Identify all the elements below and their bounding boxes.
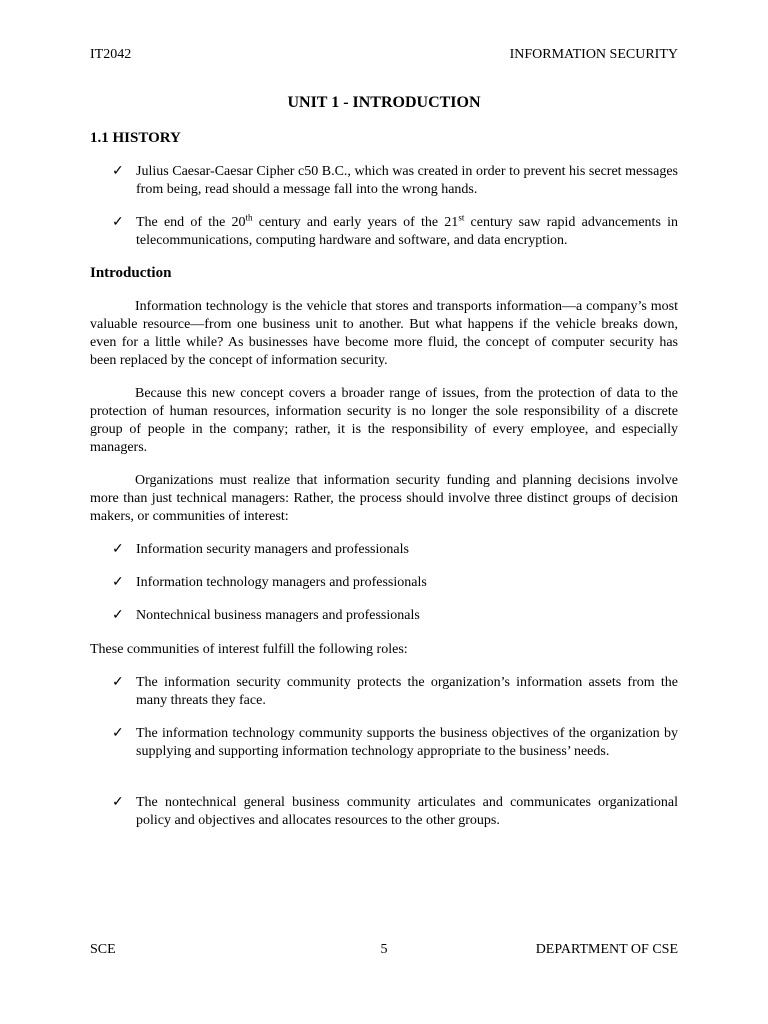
role-item-text: The information security community protects the organization’s information assets from the many threats they face. [136, 675, 678, 708]
history-bullet-text: The end of the 20th century and early years of the 21st century saw rapid advancements in telecommunications, computing hardware and software, and data encryption. [136, 212, 678, 248]
role-item-text: The nontechnical general business community articulates and communicates organizational policy and objectives and allocates resources to the other groups. [136, 795, 678, 828]
paragraph-1: Information technology is the vehicle that stores and transports information—a company’s most valuable resource—from one business unit to another. But what happens if the vehicle breaks down, even for a little while? As businesses have become more fluid, the concept of computer security has been replaced by the concept of information security. [90, 299, 678, 368]
history-bullet-2 [112, 214, 678, 250]
checkmark-icon: ✓ [112, 675, 124, 690]
introduction-heading: Introduction [90, 265, 172, 281]
checkmark-icon: ✓ [112, 542, 124, 557]
community-item-1 [112, 541, 678, 559]
checkmark-icon: ✓ [112, 575, 124, 590]
role-item-1 [112, 674, 678, 710]
community-item-text: Information technology managers and professionals [136, 575, 427, 590]
community-item-2 [112, 574, 678, 592]
footer-institution: SCE [90, 942, 116, 957]
role-item-3 [112, 794, 678, 830]
history-bullet-1 [112, 163, 678, 199]
community-item-text: Information security managers and professionals [136, 542, 409, 557]
roles-intro: These communities of interest fulfill the following roles: [90, 642, 408, 657]
community-item-text: Nontechnical business managers and professionals [136, 608, 420, 623]
section-heading: 1.1 HISTORY [90, 130, 181, 146]
page-number: 5 [380, 942, 388, 957]
footer-department: DEPARTMENT OF CSE [535, 942, 678, 957]
paragraph-2: Because this new concept covers a broader range of issues, from the protection of data to the protection of human resources, information security is no longer the sole responsibility of a discrete group of people in the company; rather, it is the responsibility of every employee, and especially managers. [90, 386, 678, 455]
history-bullet-text: Julius Caesar-Caesar Cipher c50 B.C., which was created in order to prevent his secret messages from being, read should a message fall into the wrong hands. [136, 164, 678, 197]
community-item-3 [112, 607, 678, 625]
paragraph-3: Organizations must realize that information security funding and planning decisions involve more than just technical managers: Rather, the process should involve three distinct groups of decision makers, or communities of interest: [90, 473, 678, 524]
checkmark-icon: ✓ [112, 608, 124, 623]
role-item-2 [112, 725, 678, 761]
header-course-title: INFORMATION SECURITY [509, 47, 678, 62]
checkmark-icon: ✓ [112, 215, 124, 230]
checkmark-icon: ✓ [112, 164, 124, 179]
page-title: UNIT 1 - INTRODUCTION [287, 94, 481, 111]
checkmark-icon: ✓ [112, 726, 124, 741]
role-item-text: The information technology community supports the business objectives of the organization by supplying and supporting information technology appropriate to the business’ needs. [136, 726, 678, 759]
header-course-code: IT2042 [90, 47, 132, 62]
checkmark-icon: ✓ [112, 795, 124, 810]
